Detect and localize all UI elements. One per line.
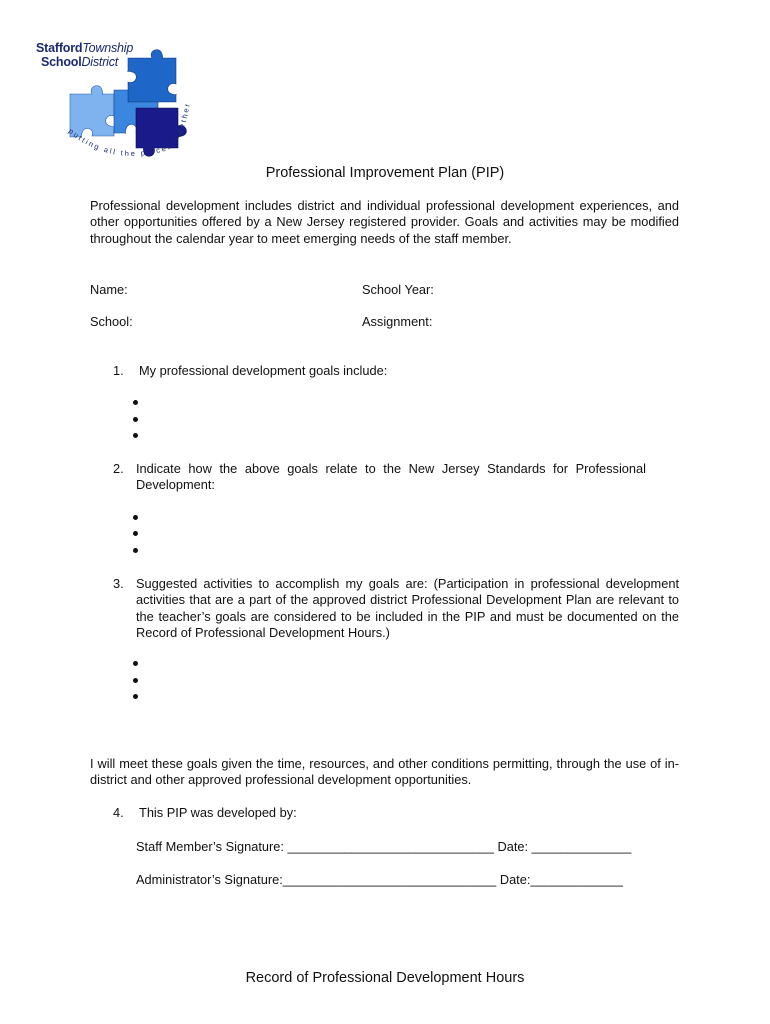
bullet — [133, 531, 138, 536]
bullet — [133, 417, 138, 422]
record-heading: Record of Professional Development Hours — [245, 970, 525, 986]
closing-paragraph: I will meet these goals given the time, resources, and other conditions permitting, through the use of in-district and other approved professional development opportunities. — [90, 756, 679, 788]
district-logo — [32, 38, 202, 166]
item-number: 4. — [113, 805, 124, 820]
school-year-field-label: School Year: — [362, 282, 434, 297]
assignment-field-label: Assignment: — [362, 314, 433, 329]
bullet — [133, 694, 138, 699]
puzzle-pieces-icon — [32, 38, 202, 166]
item-text: Suggested activities to accomplish my goals are: (Participation in professional development activities that are a part of the approved district Professional Development Plan are relevant to the teacher’s goals are considered to be included in the PIP and must be documented on the Record of Professional Development Hours.) — [136, 576, 679, 640]
item-number: 2. — [113, 461, 124, 476]
item-text: Indicate how the above goals relate to the New Jersey Standards for Professional Development: — [136, 461, 646, 493]
bullet — [133, 678, 138, 683]
document-title: Professional Improvement Plan (PIP) — [265, 165, 505, 181]
bullet — [133, 548, 138, 553]
item-number: 3. — [113, 576, 124, 591]
logo-line-2: SchoolDistrict — [41, 55, 119, 69]
item-number: 1. — [113, 363, 124, 378]
bullet — [133, 661, 138, 666]
staff-signature-line: Staff Member’s Signature: _____________________________ Date: ______________ — [136, 839, 632, 854]
name-field-label: Name: — [90, 282, 128, 297]
school-field-label: School: — [90, 314, 133, 329]
bullet — [133, 433, 138, 438]
intro-paragraph: Professional development includes district and individual professional development experiences, and other opportunities offered by a New Jersey registered provider. Goals and activities may be modified throughout the calendar year to meet emerging needs of the staff member. — [90, 198, 679, 246]
administrator-signature-line: Administrator’s Signature:______________________________ Date:_____________ — [136, 872, 623, 887]
bullet — [133, 515, 138, 520]
item-text: This PIP was developed by: — [139, 805, 297, 820]
logo-line-1: StaffordTownship — [36, 41, 134, 55]
bullet — [133, 400, 138, 405]
svg-text:putting all the pieces togethe: putting all the pieces together — [66, 101, 192, 159]
item-text: My professional development goals include: — [139, 363, 388, 378]
